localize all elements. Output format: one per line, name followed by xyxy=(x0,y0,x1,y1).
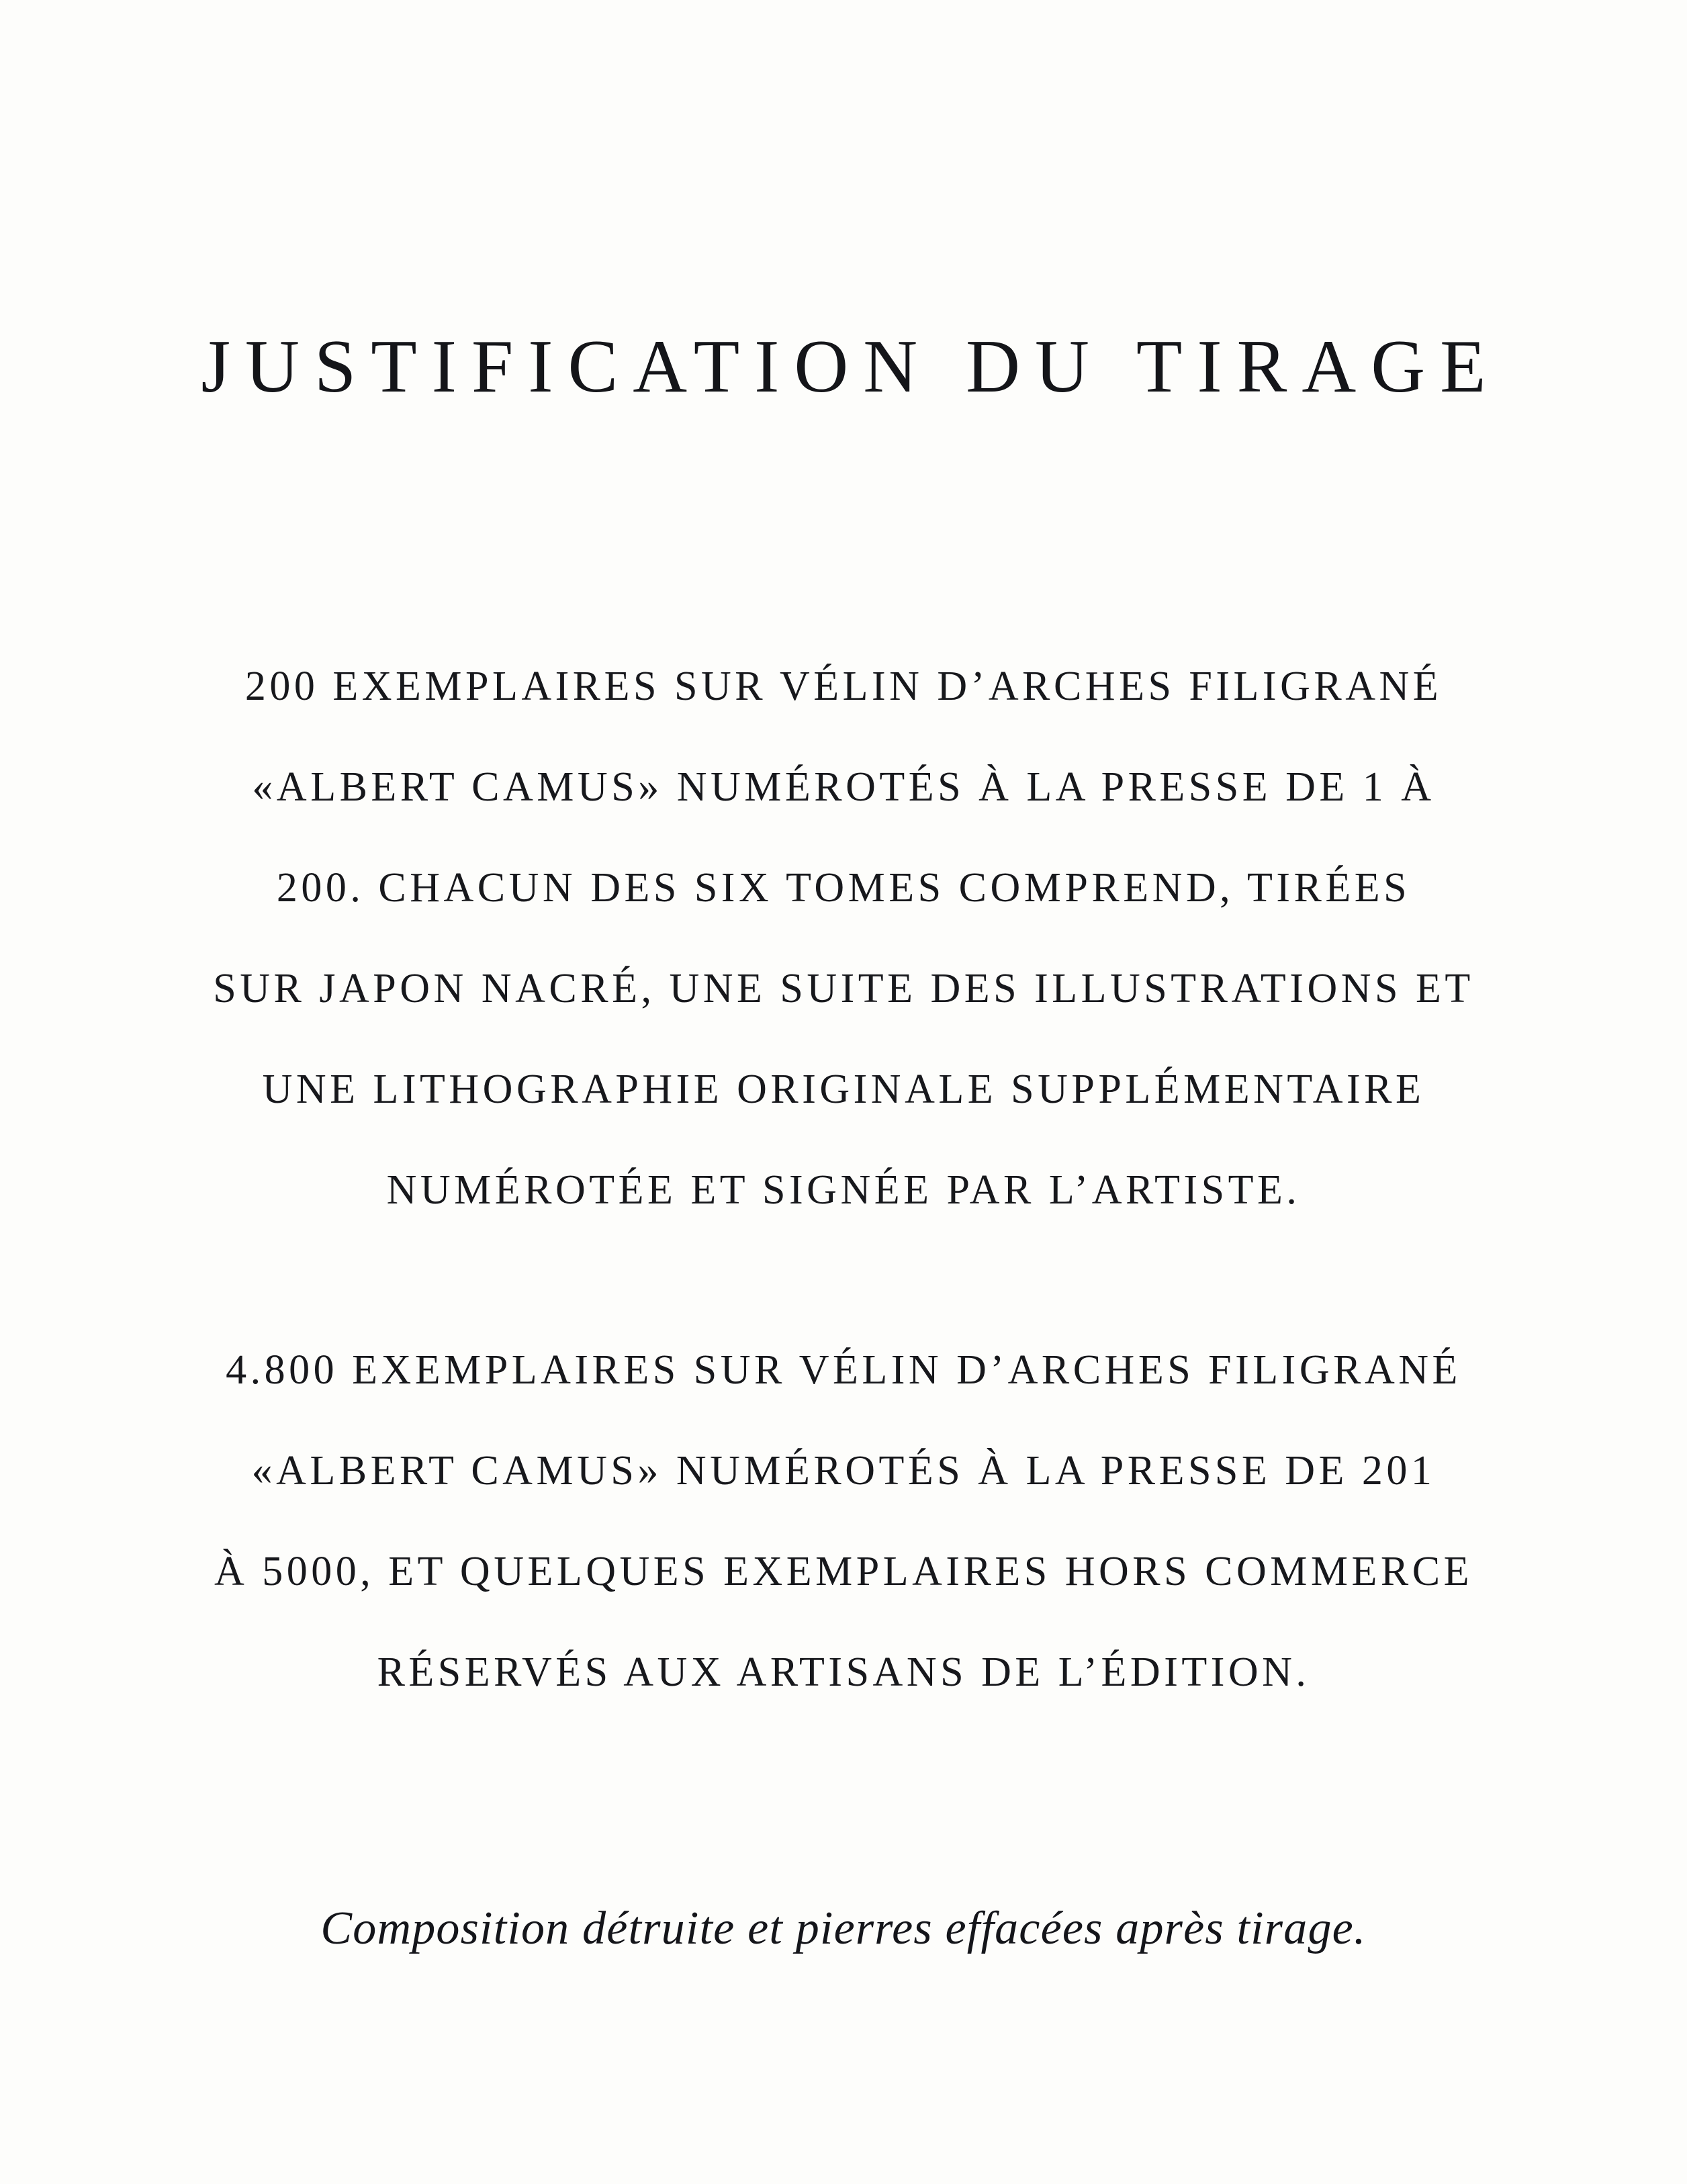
paragraph-line: NUMÉROTÉE ET SIGNÉE PAR L’ARTISTE. xyxy=(386,1167,1301,1213)
paragraph-line: 4.800 EXEMPLAIRES SUR VÉLIN D’ARCHES FILIGRANÉ xyxy=(226,1347,1461,1393)
edition-paragraph-deluxe xyxy=(94,636,1593,1240)
paragraph-line: «ALBERT CAMUS» NUMÉROTÉS À LA PRESSE DE 1 À xyxy=(252,764,1435,810)
paragraph-line: UNE LITHOGRAPHIE ORIGINALE SUPPLÉMENTAIRE xyxy=(262,1066,1425,1112)
paragraph-line: 200 EXEMPLAIRES SUR VÉLIN D’ARCHES FILIGRANÉ xyxy=(244,664,1443,709)
page-content xyxy=(94,0,1593,2184)
paragraph-line: 200. CHACUN DES SIX TOMES COMPREND, TIRÉES xyxy=(276,865,1411,911)
page-title: JUSTIFICATION DU TIRAGE xyxy=(201,325,1501,408)
paragraph-line: «ALBERT CAMUS» NUMÉROTÉS À LA PRESSE DE 201 xyxy=(251,1448,1436,1494)
paragraph-line: SUR JAPON NACRÉ, UNE SUITE DES ILLUSTRATIONS ET xyxy=(213,966,1474,1011)
paragraph-line: À 5000, ET QUELQUES EXEMPLAIRES HORS COMMERCE xyxy=(214,1549,1473,1594)
edition-paragraph-regular xyxy=(94,1320,1593,1723)
colophon-line: Composition détruite et pierres effacées après tirage. xyxy=(320,1903,1367,1954)
paragraph-line: RÉSERVÉS AUX ARTISANS DE L’ÉDITION. xyxy=(377,1649,1310,1695)
